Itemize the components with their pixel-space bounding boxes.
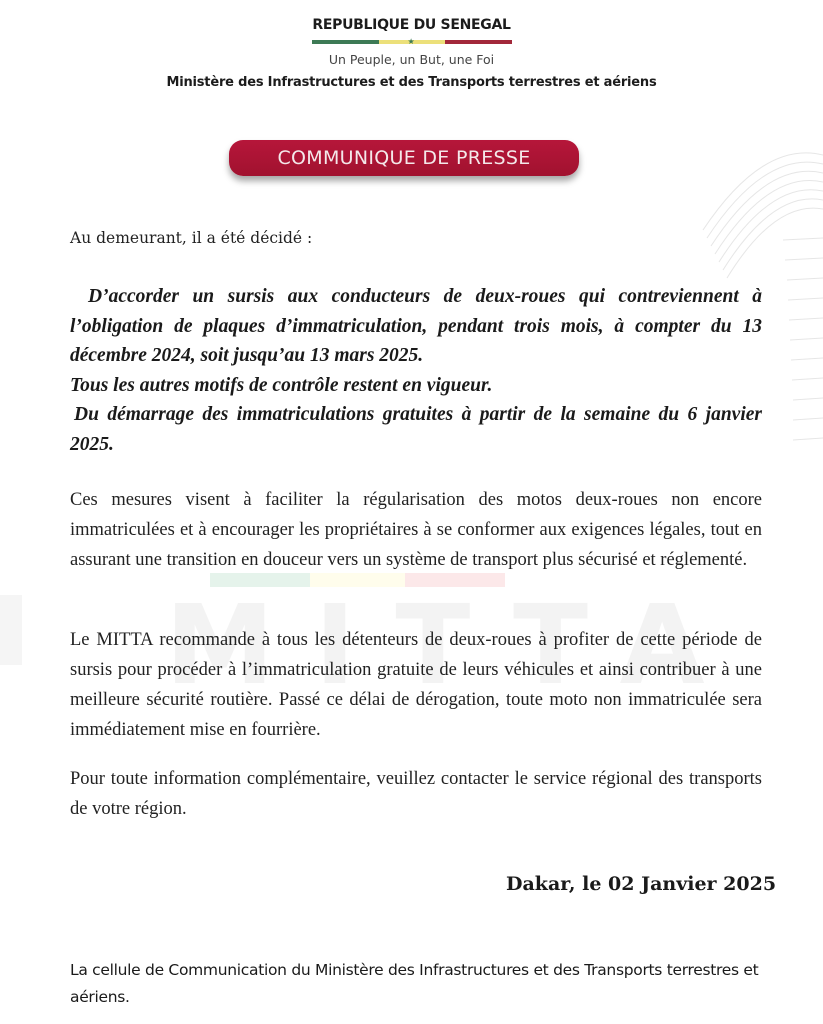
paragraph-recommendation <box>70 625 762 745</box>
decision-item: D’accorder un sursis aux conducteurs de deux-roues qui contreviennent à l’obligation de plaques d’immatriculation, pendant trois mois, à compter du 13 décembre 2024, soit jusqu’au 13 mars 2025. <box>70 286 762 366</box>
banner-background <box>229 140 579 176</box>
press-release-banner <box>229 140 579 176</box>
paragraph-text: Pour toute information complémentaire, veuillez contacter le service régional des transports de votre région. <box>70 769 762 819</box>
date-line: Dakar, le 02 Janvier 2025 <box>506 873 777 895</box>
paragraph-text: Le MITTA recommande à tous les détenteurs de deux-roues à profiter de cette période de sursis pour procéder à l’immatriculation gratuite de leurs véhicules et ainsi contribuer à une meilleure sécurité routière. Passé ce délai de dérogation, toute moto non immatriculée sera immédiatement mise en fourrière. <box>70 630 762 740</box>
decision-item: Du démarrage des immatriculations gratuites à partir de la semaine du 6 janvier 2025. <box>70 404 762 455</box>
paragraph-measures <box>70 485 762 575</box>
paragraph-text: Ces mesures visent à faciliter la régularisation des motos deux-roues non encore immatriculées et à encourager les propriétaires à se conformer aux exigences légales, tout en assurant une transition en douceur vers un système de transport plus sécurisé et réglementé. <box>70 490 762 570</box>
flag-green-stripe <box>312 40 379 44</box>
country-name: REPUBLIQUE DU SENEGAL <box>312 17 511 33</box>
letterhead <box>0 16 823 91</box>
decision-note: Tous les autres motifs de contrôle restent en vigueur. <box>70 374 493 396</box>
ministry-name: Ministère des Infrastructures et des Transports terrestres et aériens <box>166 75 657 90</box>
decisions-block <box>70 282 762 459</box>
watermark-left-mark <box>0 595 22 665</box>
national-flag-bar <box>312 37 512 46</box>
watermark-flag-red <box>405 573 505 587</box>
intro-line: Au demeurant, il a été décidé : <box>70 229 313 247</box>
paragraph-contact <box>70 764 762 824</box>
star-icon: ★ <box>407 37 415 46</box>
banner-title: COMMUNIQUE DE PRESSE <box>277 147 531 169</box>
signature-block: La cellule de Communication du Ministère des Infrastructures et des Transports terrestres et aériens. <box>70 961 759 1006</box>
watermark-flag-green <box>210 573 310 587</box>
watermark-flag-yellow <box>310 573 405 587</box>
flag-red-stripe <box>445 40 512 44</box>
national-motto: Un Peuple, un But, une Foi <box>328 52 495 67</box>
